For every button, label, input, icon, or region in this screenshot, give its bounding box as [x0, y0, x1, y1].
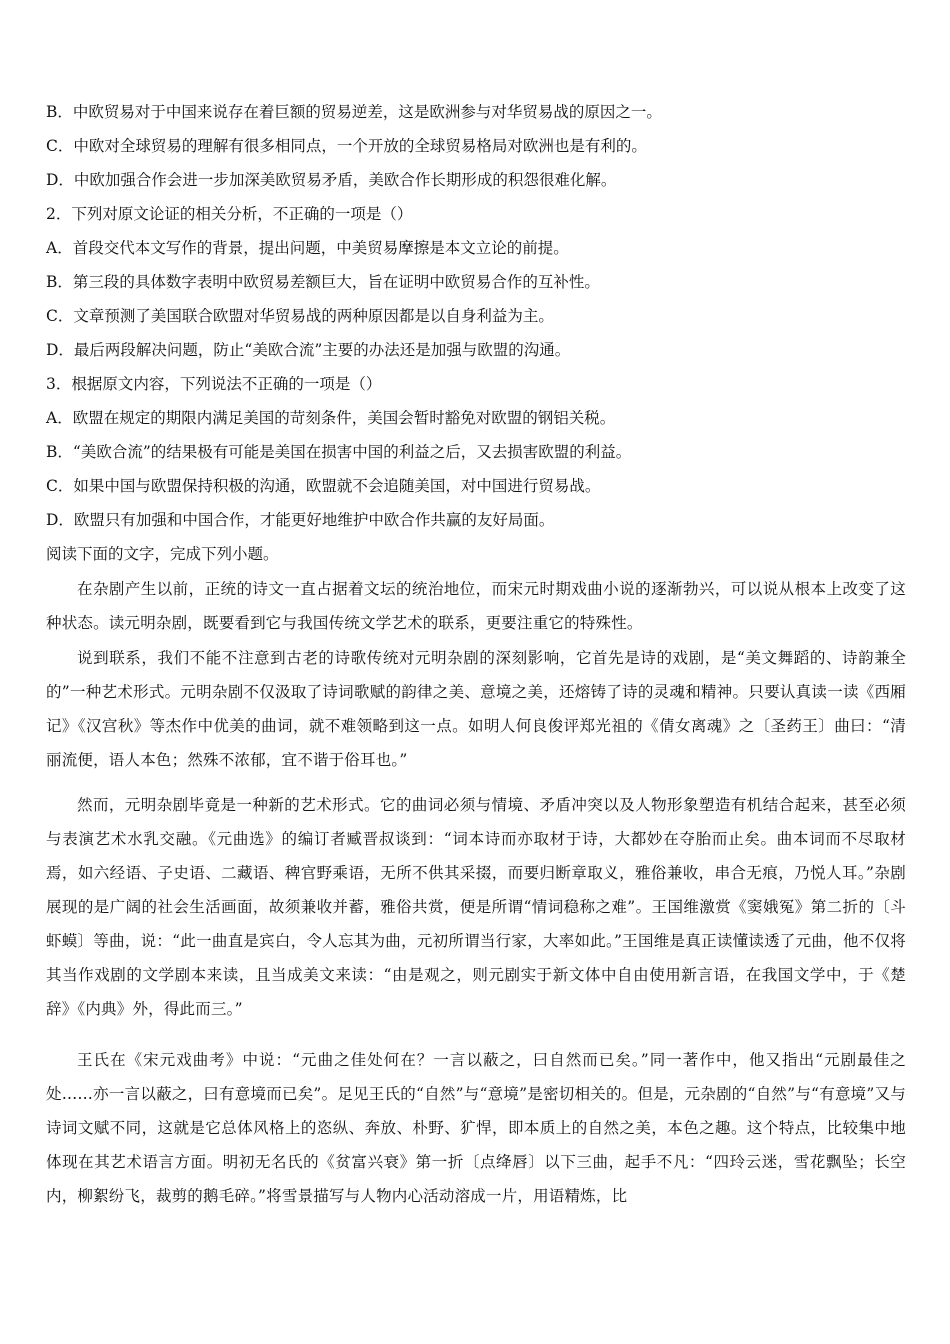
q3-option-c: C．如果中国与欧盟保持积极的沟通，欧盟就不会追随美国，对中国进行贸易战。	[46, 477, 601, 495]
reading-instruction: 阅读下面的文字，完成下列小题。	[46, 545, 279, 563]
q2-option-a: A．首段交代本文写作的背景，提出问题，中美贸易摩擦是本文立论的前提。	[46, 239, 569, 257]
q1-option-c: C．中欧对全球贸易的理解有很多相同点，一个开放的全球贸易格局对欧洲也是有利的。	[46, 137, 647, 155]
q3-stem: 3．根据原文内容，下列说法不正确的一项是（）	[46, 375, 382, 393]
q1-option-d: D．中欧加强合作会进一步加深美欧贸易矛盾，美欧合作长期形成的积怨很难化解。	[46, 171, 617, 189]
passage-paragraph-4: 王氏在《宋元戏曲考》中说：“元曲之佳处何在？一言以蔽之，曰自然而已矣。”同一著作中，他又指出“元剧最佳之处……亦一言以蔽之，曰有意境而已矣”。足见王氏的“自然”与“意境”是密切相关的。但是，元杂剧的“自然”与“有意境”又与诗词文赋不同，这就是它总体风格上的恣纵、奔放、朴野、犷悍，即本质上的自然之美，本色之趣。这个特点，比较集中地体现在其艺术语言方面。明初无名氏的《贫富兴衰》第一折〔点绛唇〕以下三曲，起手不凡：“四玲云迷，雪花飘坠；长空内，柳絮纷飞，裁剪的鹅毛碎。”将雪景描写与人物内心活动溶成一片，用语精炼，比	[46, 1051, 906, 1205]
q3-option-a: A．欧盟在规定的期限内满足美国的苛刻条件，美国会暂时豁免对欧盟的钢铝关税。	[46, 409, 616, 427]
passage-paragraph-3: 然而，元明杂剧毕竟是一种新的艺术形式。它的曲词必须与情境、矛盾冲突以及人物形象塑造有机结合起来，甚至必须与表演艺术水乳交融。《元曲选》的编订者臧晋叔谈到：“词本诗而亦取材于诗，大都妙在夺胎而止矣。曲本词而不尽取材焉，如六经语、子史语、二藏语、稗官野乘语，无所不供其采掇，而要归断章取义，雅俗兼收，串合无痕，乃悦人耳。”杂剧展现的是广阔的社会生活画面，故须兼收并蓄，雅俗共赏，便是所谓“情词稳称之难”。王国维激赏《窦娥冤》第二折的〔斗虾蟆〕等曲，说：“此一曲直是宾白，令人忘其为曲，元初所谓当行家，大率如此。”王国维是真正读懂读透了元曲，他不仅将其当作戏剧的文学剧本来读，且当成美文来读：“由是观之，则元剧实于新文体中自由使用新言语，在我国文学中，于《楚辞》《内典》外，得此而三。”	[46, 796, 906, 1018]
q3-option-d: D．欧盟只有加强和中国合作，才能更好地维护中欧合作共赢的友好局面。	[46, 511, 555, 529]
passage-paragraph-2: 说到联系，我们不能不注意到古老的诗歌传统对元明杂剧的深刻影响，它首先是诗的戏剧，是“美文舞蹈的、诗韵兼全的”一种艺术形式。元明杂剧不仅汲取了诗词歌赋的韵律之美、意境之美，还熔铸了诗的灵魂和精神。只要认真读一读《西厢记》《汉宫秋》等杰作中优美的曲词，就不难领略到这一点。如明人何良俊评郑光祖的《倩女离魂》之〔圣药王〕曲曰：“清丽流便，语人本色；然殊不浓郁，宜不谐于俗耳也。”	[46, 649, 906, 769]
q1-option-b: B．中欧贸易对于中国来说存在着巨额的贸易逆差，这是欧洲参与对华贸易战的原因之一。	[46, 103, 662, 121]
q2-option-c: C．文章预测了美国联合欧盟对华贸易战的两种原因都是以自身利益为主。	[46, 307, 554, 325]
q3-option-b: B．“美欧合流”的结果极有可能是美国在损害中国的利益之后，又去损害欧盟的利益。	[46, 443, 632, 461]
q2-stem: 2．下列对原文论证的相关分析，不正确的一项是（）	[46, 205, 413, 223]
q2-option-d: D．最后两段解决问题，防止“美欧合流”主要的办法还是加强与欧盟的沟通。	[46, 341, 571, 359]
q2-option-b: B．第三段的具体数字表明中欧贸易差额巨大，旨在证明中欧贸易合作的互补性。	[46, 273, 600, 291]
passage-paragraph-1: 在杂剧产生以前，正统的诗文一直占据着文坛的统治地位，而宋元时期戏曲小说的逐渐勃兴，可以说从根本上改变了这种状态。读元明杂剧，既要看到它与我国传统文学艺术的联系，更要注重它的特殊性。	[46, 580, 906, 632]
